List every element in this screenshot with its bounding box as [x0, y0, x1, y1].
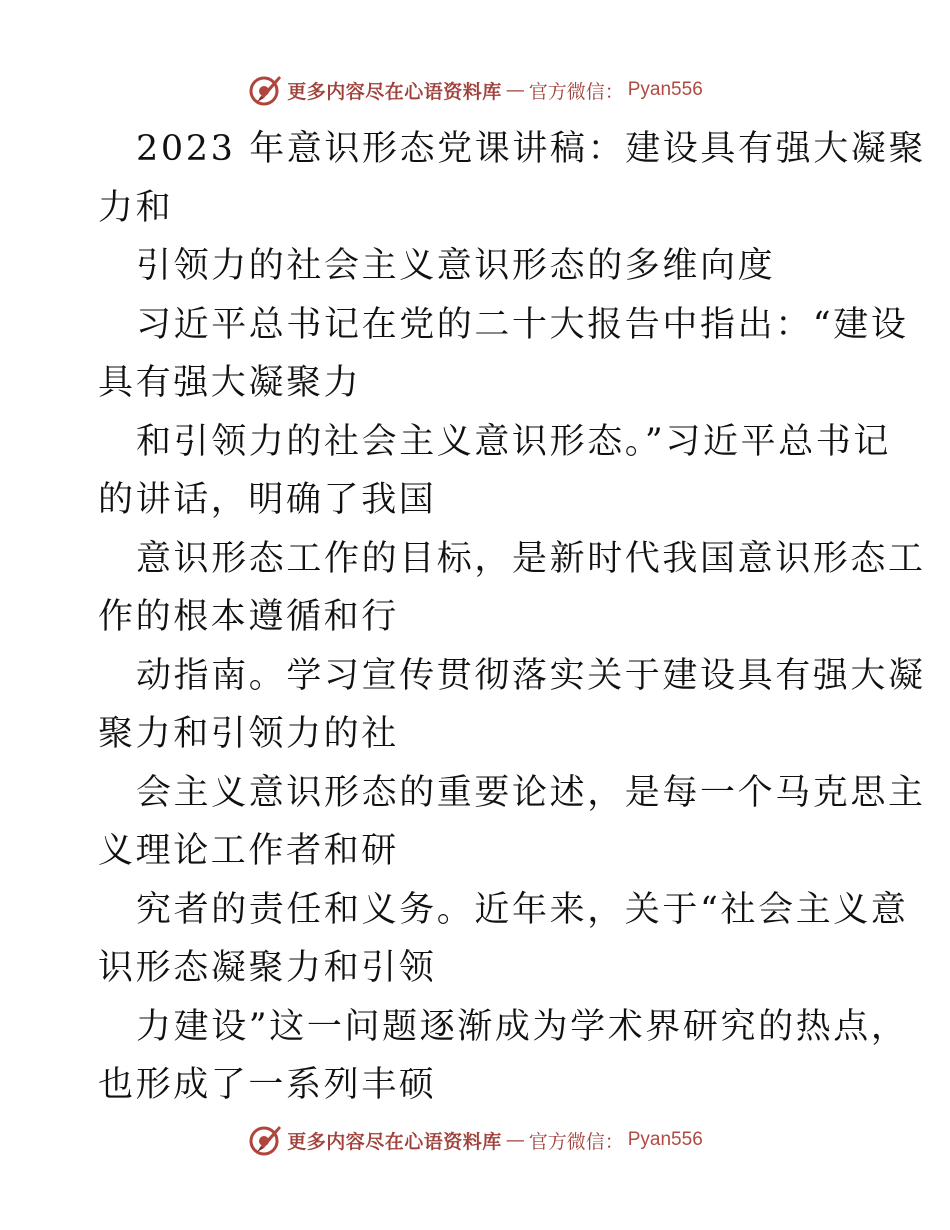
doc-line: 和引领力的社会主义意识形态。”习近平总书记: [136, 421, 891, 462]
footer-wechat-label: 官方微信：: [528, 1130, 624, 1153]
footer-separator: —: [505, 1129, 525, 1151]
doc-line: 2023 年意识形态党课讲稿：建设具有强大凝聚: [136, 129, 926, 169]
quill-pen-logo-icon: [247, 72, 283, 108]
footer-banner: [0, 1120, 950, 1160]
doc-line: 力建设”这一问题逐渐成为学术界研究的热点，: [136, 1006, 909, 1047]
header-banner: [0, 70, 950, 110]
header-promo-text: 更多内容尽在心语资料库: [287, 80, 502, 103]
doc-line: 的讲话，明确了我国: [98, 480, 437, 520]
doc-line: 具有强大凝聚力: [98, 363, 362, 403]
doc-line: 识形态凝聚力和引领: [98, 948, 437, 988]
doc-line: 会主义意识形态的重要论述，是每一个马克思主: [136, 772, 926, 813]
header-separator: —: [505, 79, 525, 101]
header-wechat-label: 官方微信：: [528, 80, 624, 103]
header-wechat-id: Pyan556: [627, 79, 703, 100]
doc-line: 义理论工作者和研: [98, 831, 399, 871]
document-body: [98, 120, 926, 1115]
doc-line: 聚力和引领力的社: [98, 714, 399, 754]
doc-line: 作的根本遵循和行: [98, 597, 399, 637]
doc-line: 动指南。学习宣传贯彻落实关于建设具有强大凝: [136, 655, 926, 696]
doc-line: 习近平总书记在党的二十大报告中指出：“建设: [136, 304, 909, 345]
doc-line: 究者的责任和义务。近年来，关于“社会主义意: [136, 889, 909, 930]
doc-line: 引领力的社会主义意识形态的多维向度: [136, 246, 776, 286]
footer-wechat-id: Pyan556: [627, 1129, 703, 1150]
doc-line: 意识形态工作的目标，是新时代我国意识形态工: [136, 538, 926, 579]
doc-line: 也形成了一系列丰硕: [98, 1065, 437, 1105]
doc-line: 力和: [98, 187, 174, 228]
footer-promo-text: 更多内容尽在心语资料库: [287, 1130, 502, 1153]
quill-pen-logo-icon: [247, 1122, 283, 1158]
